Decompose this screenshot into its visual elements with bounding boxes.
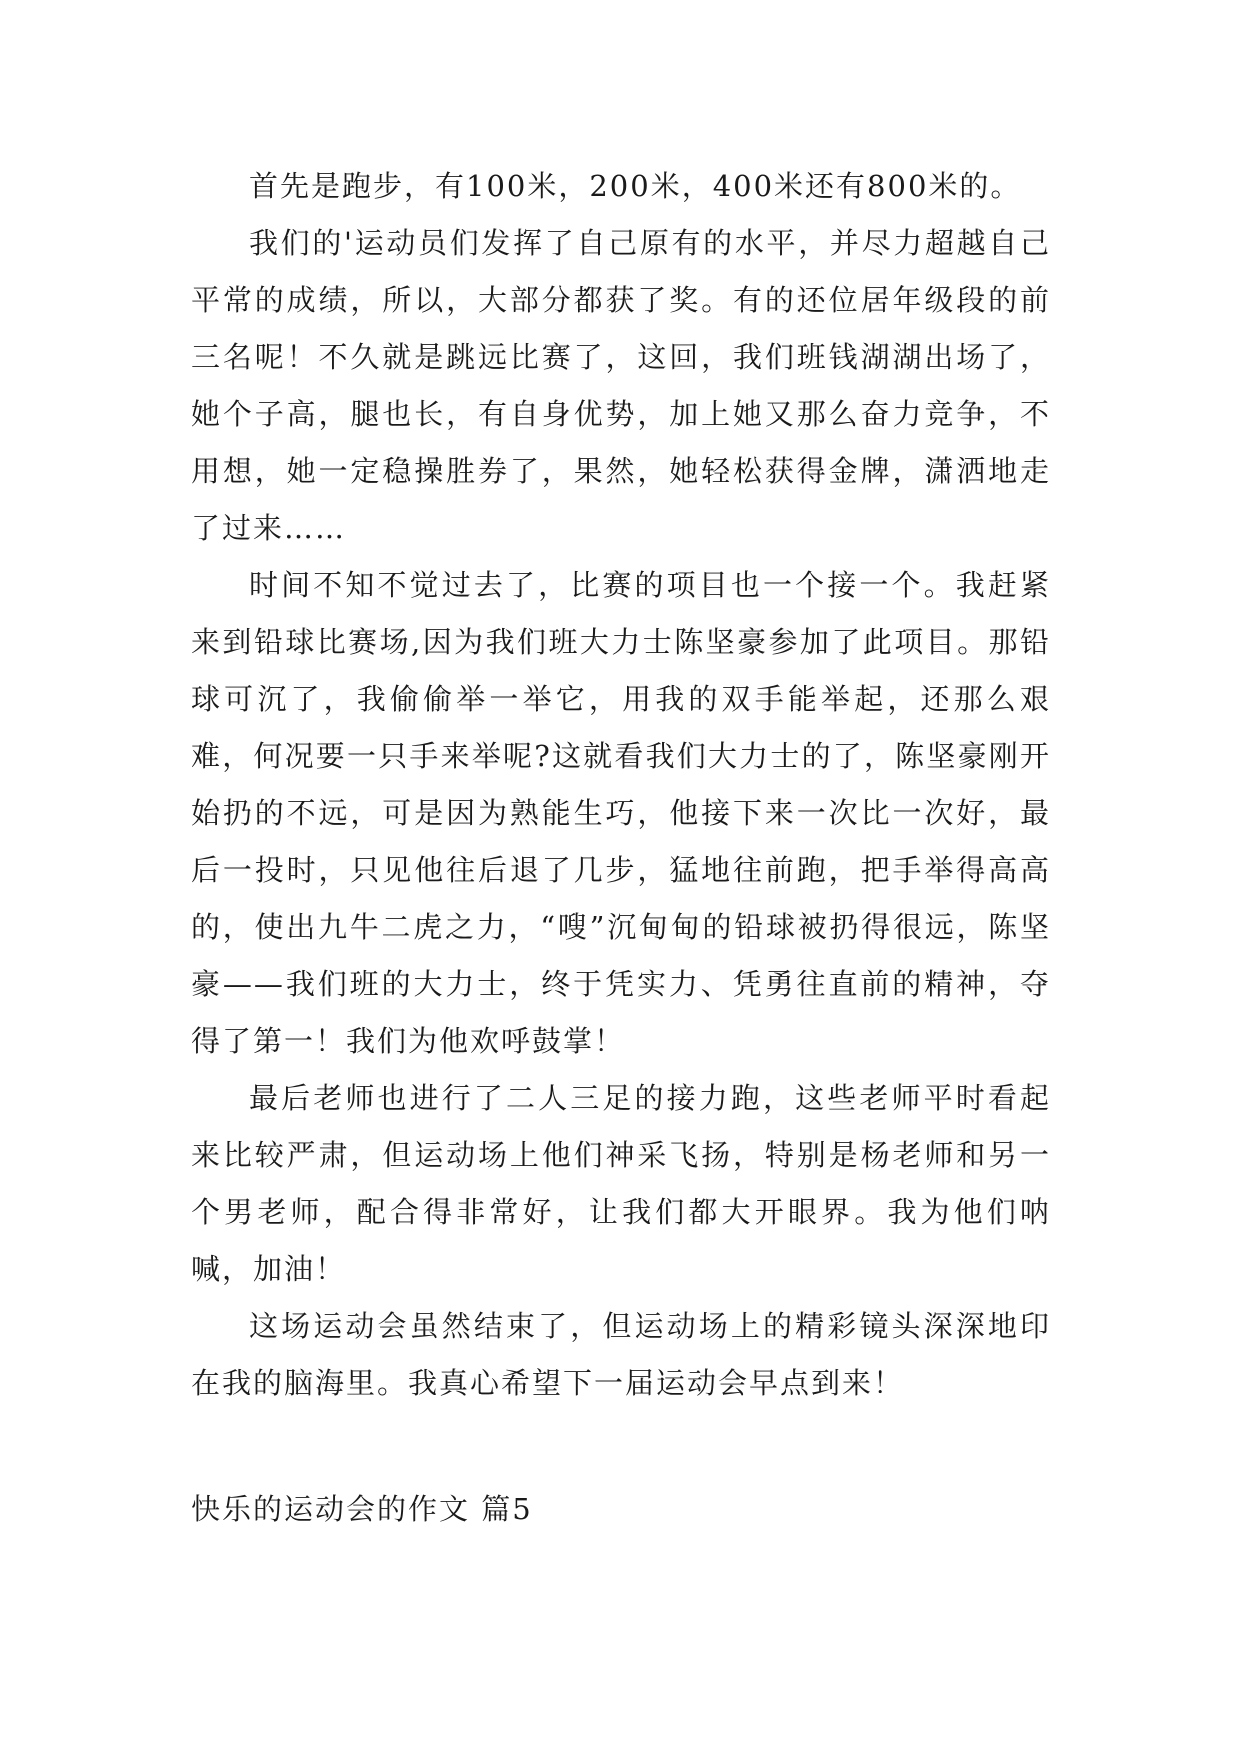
- paragraph-shot-put: 时间不知不觉过去了，比赛的项目也一个接一个。我赶紧来到铅球比赛场,因为我们班大力士陈坚豪参加了此项目。那铅球可沉了，我偷偷举一举它，用我的双手能举起，还那么艰难，何况要一只手来举呢?这就看我们大力士的了，陈坚豪刚开始扔的不远，可是因为熟能生巧，他接下来一次比一次好，最后一投时，只见他往后退了几步，猛地往前跑，把手举得高高的，使出九牛二虎之力，“嗖”沉甸甸的铅球被扔得很远，陈坚豪——我们班的大力士，终于凭实力、凭勇往直前的精神，夺得了第一！我们为他欢呼鼓掌！: [191, 568, 1051, 1058]
- article-body: [191, 158, 1051, 1412]
- section-heading: 快乐的运动会的作文 篇5: [191, 1492, 533, 1526]
- paragraph-conclusion: 这场运动会虽然结束了，但运动场上的精彩镜头深深地印在我的脑海里。我真心希望下一届运动会早点到来！: [191, 1309, 1051, 1400]
- paragraph-running: 首先是跑步，有100米，200米，400米还有800米的。: [249, 169, 1022, 203]
- paragraph-long-jump: 我们的'运动员们发挥了自己原有的水平，并尽力超越自己平常的成绩，所以，大部分都获了奖。有的还位居年级段的前三名呢！不久就是跳远比赛了，这回，我们班钱湖湖出场了，她个子高，腿也长，有自身优势，加上她又那么奋力竞争，不用想，她一定稳操胜券了，果然，她轻松获得金牌，潇洒地走了过来……: [191, 226, 1051, 545]
- paragraph-teachers-relay: 最后老师也进行了二人三足的接力跑，这些老师平时看起来比较严肃，但运动场上他们神采飞扬，特别是杨老师和另一个男老师，配合得非常好，让我们都大开眼界。我为他们呐喊，加油！: [191, 1081, 1051, 1286]
